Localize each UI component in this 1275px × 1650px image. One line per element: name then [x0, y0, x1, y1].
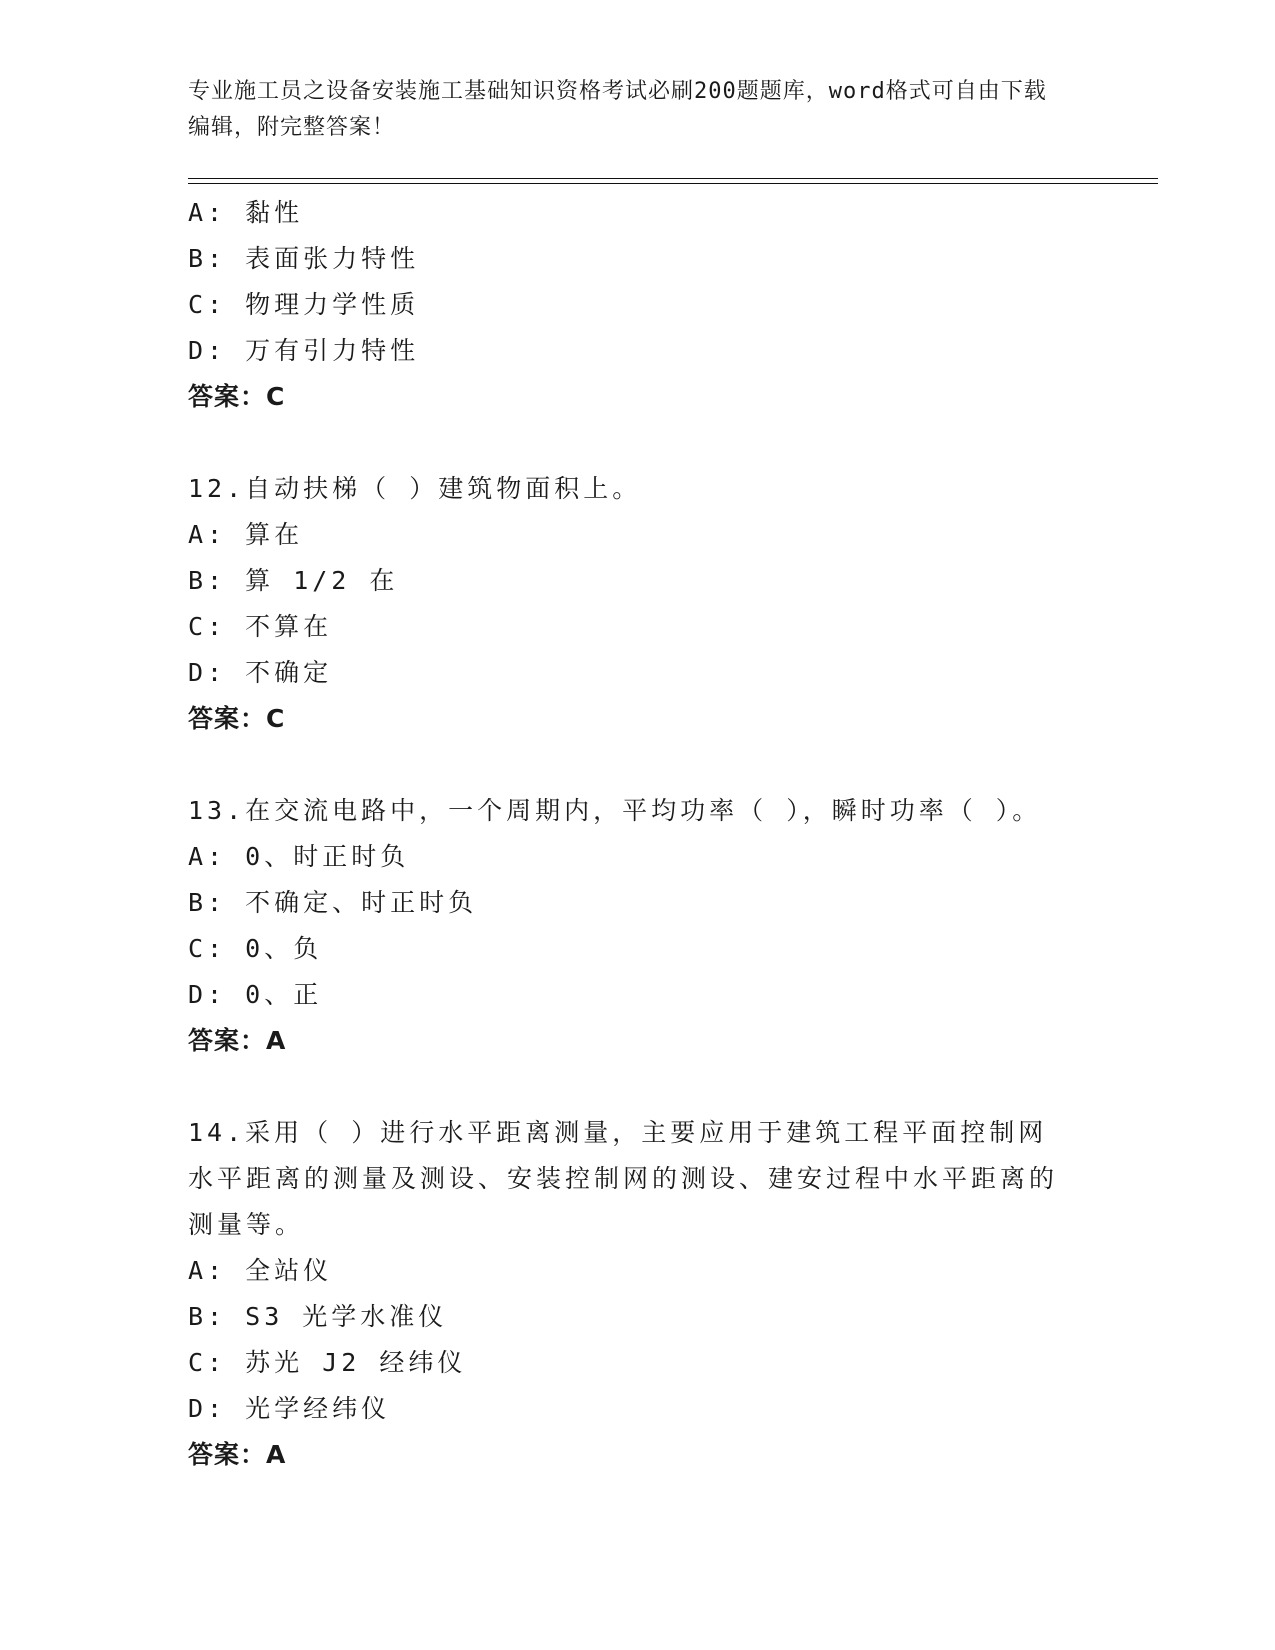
question-14 [188, 1110, 1068, 1478]
spacer [188, 742, 1068, 788]
answer: 答案：C [188, 704, 286, 733]
option-d: D: 万有引力特性 [188, 336, 420, 365]
option-b: B: 算 1/2 在 [188, 566, 399, 595]
option-a: A: 算在 [188, 520, 304, 549]
spacer [188, 1064, 1068, 1110]
answer: 答案：A [188, 1026, 287, 1055]
option-b: B: S3 光学水准仪 [188, 1302, 448, 1331]
option-d: D: 不确定 [188, 658, 333, 687]
option-c: C: 不算在 [188, 612, 333, 641]
page-header: 专业施工员之设备安装施工基础知识资格考试必刷200题题库，word格式可自由下载编辑，附完整答案！ [188, 79, 1047, 140]
header-divider [188, 178, 1158, 184]
question-list [188, 190, 1068, 1478]
question-11 [188, 190, 1068, 420]
option-d: D: 光学经纬仪 [188, 1394, 391, 1423]
answer: 答案：A [188, 1440, 287, 1469]
answer: 答案：C [188, 382, 286, 411]
question-12 [188, 466, 1068, 742]
question-13 [188, 788, 1068, 1064]
option-b: B: 不确定、时正时负 [188, 888, 478, 917]
option-a: A: 全站仪 [188, 1256, 333, 1285]
option-a: A: 0、时正时负 [188, 842, 410, 871]
question-text: 14.采用（ ）进行水平距离测量，主要应用于建筑工程平面控制网水平距离的测量及测设、安装控制网的测设、建安过程中水平距离的测量等。 [188, 1118, 1059, 1239]
option-d: D: 0、正 [188, 980, 323, 1009]
option-c: C: 苏光 J2 经纬仪 [188, 1348, 467, 1377]
option-a: A: 黏性 [188, 198, 304, 227]
question-text: 13.在交流电路中，一个周期内，平均功率（ ），瞬时功率（ ）。 [188, 796, 1042, 825]
spacer [188, 420, 1068, 466]
option-b: B: 表面张力特性 [188, 244, 420, 273]
question-text: 12.自动扶梯（ ）建筑物面积上。 [188, 474, 642, 503]
option-c: C: 物理力学性质 [188, 290, 420, 319]
option-c: C: 0、负 [188, 934, 323, 963]
